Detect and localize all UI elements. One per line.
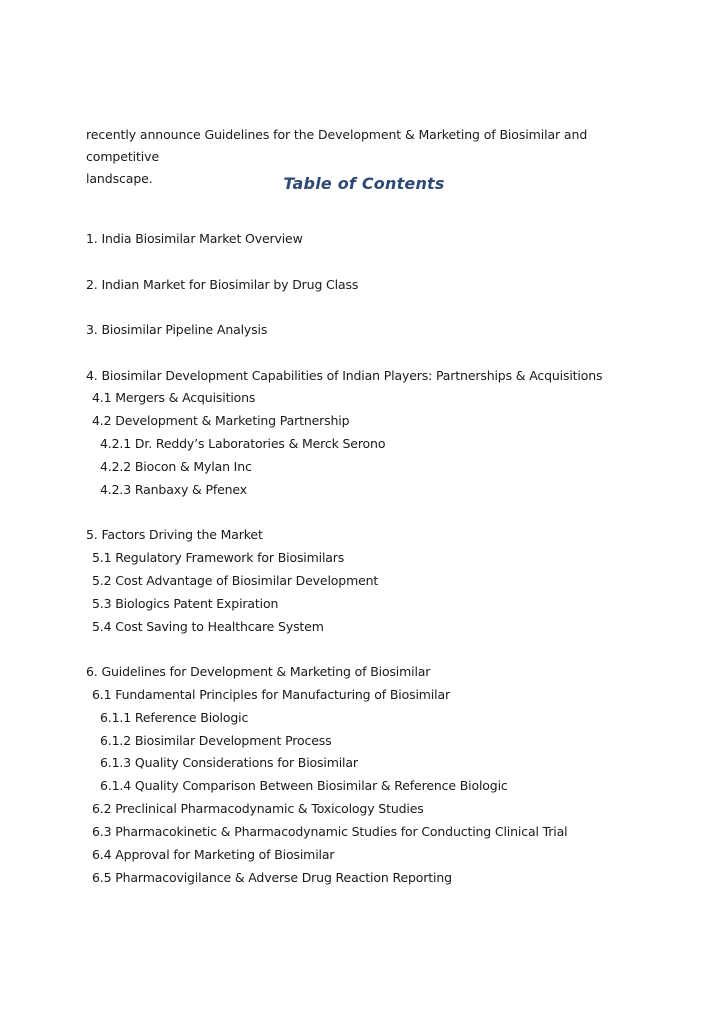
intro-line-1: recently announce Guidelines for the Development & Marketing of Biosimilar and competitive xyxy=(86,127,588,164)
toc-entry-6-1-2: 6.1.2 Biosimilar Development Process xyxy=(100,733,332,748)
toc-entry-2: 2. Indian Market for Biosimilar by Drug Class xyxy=(86,277,359,292)
toc-entry-5-3: 5.3 Biologics Patent Expiration xyxy=(92,596,279,611)
toc-entry-4-2-3: 4.2.3 Ranbaxy & Pfenex xyxy=(100,482,247,497)
toc-entry-5-4: 5.4 Cost Saving to Healthcare System xyxy=(92,619,324,634)
toc-entry-4-2: 4.2 Development & Marketing Partnership xyxy=(92,413,350,428)
toc-entry-6: 6. Guidelines for Development & Marketing of Biosimilar xyxy=(86,664,431,679)
toc-entry-3: 3. Biosimilar Pipeline Analysis xyxy=(86,322,268,337)
toc-entry-6-4: 6.4 Approval for Marketing of Biosimilar xyxy=(92,847,335,862)
toc-entry-4: 4. Biosimilar Development Capabilities of Indian Players: Partnerships & Acquisitions xyxy=(86,368,603,383)
toc-entry-4-1: 4.1 Mergers & Acquisitions xyxy=(92,390,256,405)
toc-entry-5: 5. Factors Driving the Market xyxy=(86,527,263,542)
toc-entry-6-3: 6.3 Pharmacokinetic & Pharmacodynamic Studies for Conducting Clinical Trial xyxy=(92,824,568,839)
intro-line-2: landscape. xyxy=(86,171,153,186)
toc-entry-6-5: 6.5 Pharmacovigilance & Adverse Drug Reaction Reporting xyxy=(92,870,452,885)
toc-heading: Table of Contents xyxy=(283,174,445,193)
toc-entry-6-1-1: 6.1.1 Reference Biologic xyxy=(100,710,249,725)
toc-entry-5-1: 5.1 Regulatory Framework for Biosimilars xyxy=(92,550,345,565)
toc-entry-6-1: 6.1 Fundamental Principles for Manufacturing of Biosimilar xyxy=(92,687,450,702)
toc-entry-1: 1. India Biosimilar Market Overview xyxy=(86,231,303,246)
toc-entry-6-1-4: 6.1.4 Quality Comparison Between Biosimilar & Reference Biologic xyxy=(100,778,508,793)
toc-entry-6-1-3: 6.1.3 Quality Considerations for Biosimilar xyxy=(100,755,358,770)
toc-entry-6-2: 6.2 Preclinical Pharmacodynamic & Toxicology Studies xyxy=(92,801,424,816)
toc-entry-5-2: 5.2 Cost Advantage of Biosimilar Development xyxy=(92,573,379,588)
toc-entry-4-2-2: 4.2.2 Biocon & Mylan Inc xyxy=(100,459,252,474)
toc-entry-4-2-1: 4.2.1 Dr. Reddy’s Laboratories & Merck Serono xyxy=(100,436,386,451)
